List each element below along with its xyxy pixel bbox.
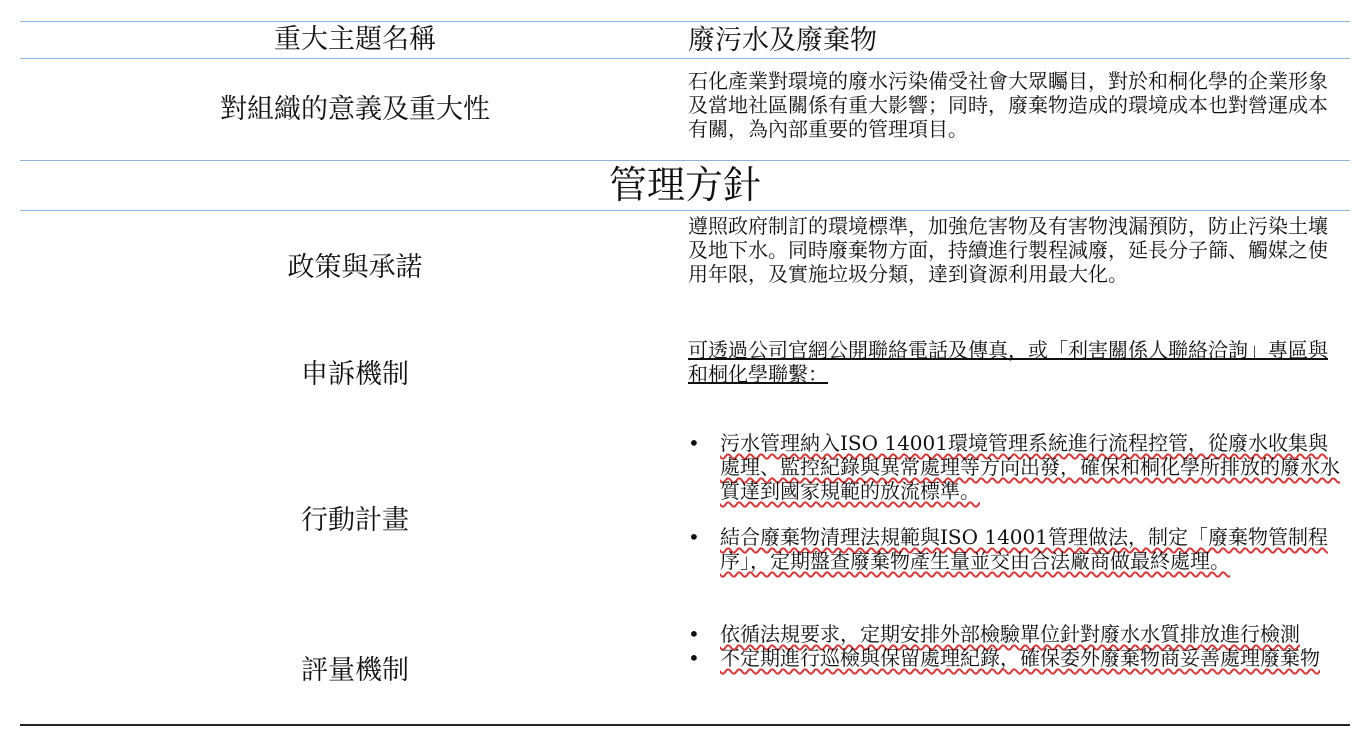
evaluation-bullet-item (688, 622, 1343, 646)
header-bottom-border (20, 58, 1350, 59)
grievance-text: 可透過公司官網公開聯絡電話及傳真，或「利害關係人聯絡洽詢」專區與和桐化學聯繫： (688, 338, 1328, 386)
section-title: 管理方針 (608, 163, 761, 207)
significance-text: 石化產業對環境的廢水污染備受社會大眾矚目，對於和桐化學的企業形象及當地社區關係有重大影響；同時，廢棄物造成的環境成本也對營運成本有關，為內部重要的管理項目。 (688, 69, 1328, 141)
bullet-icon: • (688, 622, 700, 646)
evaluation-bullet-list (688, 622, 1343, 670)
action-bullet-text: 污水管理納入ISO 14001環境管理系統進行流程控管，從廢水收集與處理、監控紀錄與異常處理等方向出發，確保和桐化學所排放的廢水水質達到國家規範的放流標準。 (720, 431, 1340, 503)
policy-label: 政策與承諾 (287, 252, 423, 283)
header-topic-label: 重大主題名稱 (274, 24, 436, 55)
grievance-label: 申訴機制 (301, 359, 409, 390)
evaluation-bullet-item (688, 646, 1343, 670)
table-top-border (20, 21, 1350, 22)
header-topic-value: 廢污水及廢棄物 (688, 25, 877, 56)
evaluation-bullet-text: 依循法規要求，定期安排外部檢驗單位針對廢水水質排放進行檢測 (720, 622, 1300, 646)
bullet-icon: • (688, 525, 700, 549)
significance-bottom-border (20, 160, 1350, 161)
bullet-icon: • (688, 646, 700, 670)
significance-label: 對組織的意義及重大性 (220, 94, 490, 125)
table-bottom-border (20, 724, 1350, 726)
bullet-icon: • (688, 431, 700, 455)
action-bullet-item (688, 431, 1343, 503)
section-title-bottom-border (20, 210, 1350, 211)
action-bullet-list (688, 431, 1343, 573)
action-bullet-item (688, 525, 1343, 573)
evaluation-label: 評量機制 (301, 655, 409, 686)
evaluation-bullet-text: 不定期進行巡檢與保留處理紀錄，確保委外廢棄物商妥善處理廢棄物 (720, 646, 1320, 670)
action-bullet-text: 結合廢棄物清理法規範與ISO 14001管理做法，制定「廢棄物管制程序」，定期盤查廢棄物產生量並交由合法廠商做最終處理。 (720, 525, 1328, 573)
action-label: 行動計畫 (301, 505, 409, 536)
policy-text: 遵照政府制訂的環境標準，加強危害物及有害物洩漏預防，防止污染土壤及地下水。同時廢棄物方面，持續進行製程減廢，延長分子篩、觸媒之使用年限，及實施垃圾分類，達到資源利用最大化。 (688, 214, 1328, 286)
